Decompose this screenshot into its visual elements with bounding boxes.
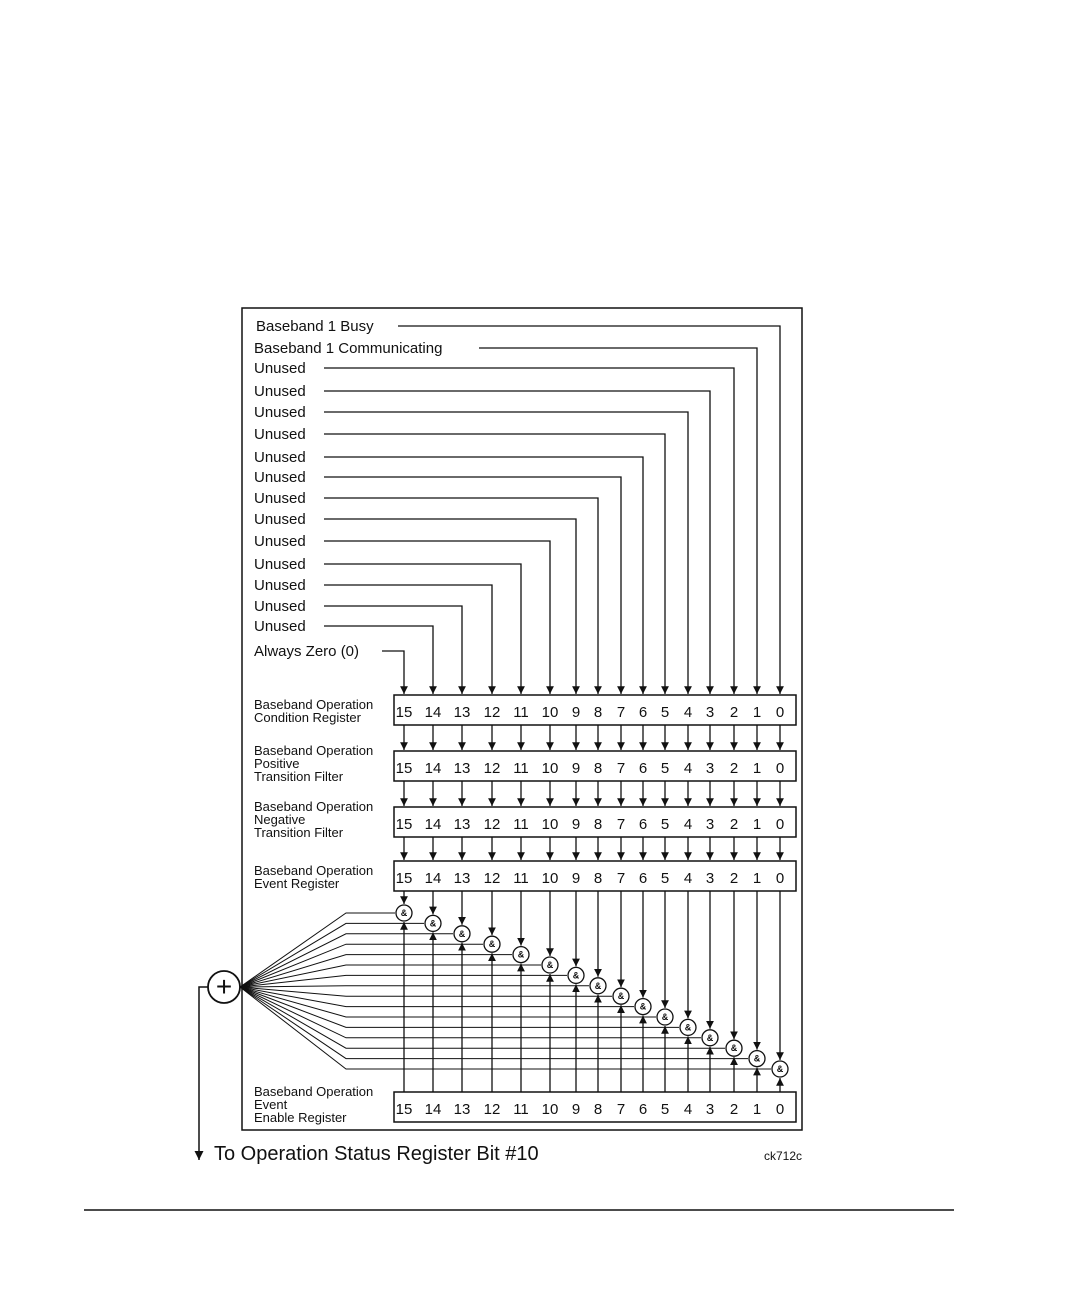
and-gates xyxy=(240,891,788,1092)
bit-label-2: Unused xyxy=(254,360,306,377)
register-0-bit-1: 1 xyxy=(752,704,762,721)
register-1-bit-11: 11 xyxy=(513,760,529,777)
register-1-bit-1: 1 xyxy=(752,760,762,777)
bit-line-14 xyxy=(324,626,433,694)
register-4-bit-5: 5 xyxy=(660,1101,670,1118)
register-4-bit-14: 14 xyxy=(424,1101,442,1118)
register-4-bit-12: 12 xyxy=(483,1101,501,1118)
register-4-bit-7: 7 xyxy=(616,1101,626,1118)
register-2-bit-2: 2 xyxy=(729,816,739,833)
bit-label-lines xyxy=(254,318,780,694)
register-label-0-0: Baseband Operation xyxy=(254,697,374,712)
register-4-bit-9: 9 xyxy=(571,1101,581,1118)
register-2-bit-4: 4 xyxy=(683,816,693,833)
register-label-1-2: Transition Filter xyxy=(254,769,344,784)
register-label-3-0: Baseband Operation xyxy=(254,863,374,878)
register-0-bit-4: 4 xyxy=(683,704,693,721)
and-gate-label-14: & xyxy=(429,918,437,929)
register-2-bit-6: 6 xyxy=(638,816,648,833)
bit-line-0 xyxy=(398,326,780,694)
bit-label-7: Unused xyxy=(254,469,306,486)
register-1-bit-15: 15 xyxy=(395,760,413,777)
register-3-bit-4: 4 xyxy=(683,870,693,887)
register-4-bit-3: 3 xyxy=(705,1101,715,1118)
register-2-bit-3: 3 xyxy=(705,816,715,833)
and-gate-label-3: & xyxy=(706,1032,714,1043)
bit-label-1: Baseband 1 Communicating xyxy=(254,340,443,357)
gate-to-or-3 xyxy=(240,987,701,1038)
bit-line-4 xyxy=(324,412,688,694)
register-3-bit-5: 5 xyxy=(660,870,670,887)
register-label-2-2: Transition Filter xyxy=(254,825,344,840)
register-1-bit-9: 9 xyxy=(571,760,581,777)
register-1-bit-2: 2 xyxy=(729,760,739,777)
bit-label-11: Unused xyxy=(254,556,306,573)
bit-label-14: Unused xyxy=(254,618,306,635)
gate-to-or-7 xyxy=(240,987,612,996)
register-0-bit-6: 6 xyxy=(638,704,648,721)
register-3-bit-12: 12 xyxy=(483,870,501,887)
register-4-bit-13: 13 xyxy=(453,1101,471,1118)
bit-label-3: Unused xyxy=(254,383,306,400)
register-2-bit-15: 15 xyxy=(395,816,413,833)
register-label-4-1: Event xyxy=(254,1097,288,1112)
register-1-bit-6: 6 xyxy=(638,760,648,777)
register-label-1-1: Positive xyxy=(254,756,300,771)
and-gate-label-9: & xyxy=(572,970,580,981)
bit-label-6: Unused xyxy=(254,449,306,466)
register-1-bit-14: 14 xyxy=(424,760,442,777)
register-label-2-1: Negative xyxy=(254,812,306,827)
bit-label-9: Unused xyxy=(254,511,306,528)
and-gate-label-2: & xyxy=(730,1043,738,1054)
register-4-bit-4: 4 xyxy=(683,1101,693,1118)
register-3-bit-1: 1 xyxy=(752,870,762,887)
bit-line-8 xyxy=(324,498,598,694)
register-0-bit-12: 12 xyxy=(483,704,501,721)
register-2-bit-12: 12 xyxy=(483,816,501,833)
register-0-bit-2: 2 xyxy=(729,704,739,721)
and-gate-label-11: & xyxy=(517,949,525,960)
bit-line-12 xyxy=(324,585,492,694)
register-3-bit-10: 10 xyxy=(541,870,559,887)
and-gate-label-8: & xyxy=(594,980,602,991)
and-gate-label-12: & xyxy=(488,939,496,950)
register-1-bit-4: 4 xyxy=(683,760,693,777)
bit-label-10: Unused xyxy=(254,533,306,550)
register-2-bit-0: 0 xyxy=(775,816,785,833)
register-3-bit-8: 8 xyxy=(593,870,603,887)
gate-to-or-13 xyxy=(240,934,453,987)
register-1-bit-7: 7 xyxy=(616,760,626,777)
and-gate-label-10: & xyxy=(546,960,554,970)
and-gate-label-7: & xyxy=(617,991,625,1002)
register-0-bit-9: 9 xyxy=(571,704,581,721)
register-3-bit-13: 13 xyxy=(453,870,471,887)
register-2-bit-10: 10 xyxy=(541,816,559,833)
bit-line-6 xyxy=(324,457,643,694)
register-4-bit-15: 15 xyxy=(395,1101,413,1118)
register-3-bit-3: 3 xyxy=(705,870,715,887)
footer-text: To Operation Status Register Bit #10 xyxy=(214,1143,539,1165)
and-gate-label-0: & xyxy=(776,1064,784,1074)
register-label-0-1: Condition Register xyxy=(254,710,361,725)
figure-code: ck712c xyxy=(764,1149,803,1163)
register-label-2-0: Baseband Operation xyxy=(254,799,374,814)
register-2-bit-14: 14 xyxy=(424,816,442,833)
register-4-bit-8: 8 xyxy=(593,1101,603,1118)
and-gate-label-1: & xyxy=(753,1053,761,1064)
register-0-bit-7: 7 xyxy=(616,704,626,721)
register-0-bit-15: 15 xyxy=(395,704,413,721)
register-0-bit-10: 10 xyxy=(541,704,559,721)
bit-label-0: Baseband 1 Busy xyxy=(256,318,374,335)
register-label-3-1: Event Register xyxy=(254,876,340,891)
register-0-bit-8: 8 xyxy=(593,704,603,721)
bit-label-15: Always Zero (0) xyxy=(254,643,360,660)
register-4-bit-6: 6 xyxy=(638,1101,648,1118)
register-2-bit-1: 1 xyxy=(752,816,762,833)
register-2-bit-7: 7 xyxy=(616,816,626,833)
register-3-bit-2: 2 xyxy=(729,870,739,887)
register-2-bit-9: 9 xyxy=(571,816,581,833)
register-label-1-0: Baseband Operation xyxy=(254,743,374,758)
and-gate-label-13: & xyxy=(458,928,466,939)
register-4-bit-2: 2 xyxy=(729,1101,739,1118)
bit-label-12: Unused xyxy=(254,577,306,594)
register-3-bit-7: 7 xyxy=(616,870,626,887)
register-2-bit-8: 8 xyxy=(593,816,603,833)
bit-line-3 xyxy=(324,391,710,694)
register-0-bit-0: 0 xyxy=(775,704,785,721)
register-4-bit-0: 0 xyxy=(775,1101,785,1118)
register-1-bit-8: 8 xyxy=(593,760,603,777)
register-3-bit-11: 11 xyxy=(513,870,529,887)
register-1-bit-3: 3 xyxy=(705,760,715,777)
output-line xyxy=(199,987,208,1160)
register-3-bit-0: 0 xyxy=(775,870,785,887)
register-3-bit-15: 15 xyxy=(395,870,413,887)
register-2-bit-5: 5 xyxy=(660,816,670,833)
register-1-bit-5: 5 xyxy=(660,760,670,777)
and-gate-label-5: & xyxy=(661,1012,669,1022)
register-0-bit-11: 11 xyxy=(513,704,529,721)
and-gate-label-4: & xyxy=(684,1022,692,1033)
register-0-bit-13: 13 xyxy=(453,704,471,721)
register-3-bit-14: 14 xyxy=(424,870,442,887)
register-2-bit-11: 11 xyxy=(513,816,529,833)
bit-line-2 xyxy=(324,368,734,694)
bit-label-5: Unused xyxy=(254,426,306,443)
bit-label-8: Unused xyxy=(254,490,306,507)
register-label-4-0: Baseband Operation xyxy=(254,1084,374,1099)
register-3-bit-9: 9 xyxy=(571,870,581,887)
register-1-bit-0: 0 xyxy=(775,760,785,777)
bit-line-15 xyxy=(382,651,404,694)
register-4-bit-1: 1 xyxy=(752,1101,762,1118)
gate-to-or-14 xyxy=(240,923,424,987)
gate-to-or-8 xyxy=(240,986,589,987)
register-3-bit-6: 6 xyxy=(638,870,648,887)
register-4-bit-10: 10 xyxy=(541,1101,559,1118)
register-2-bit-13: 13 xyxy=(453,816,471,833)
bit-label-13: Unused xyxy=(254,598,306,615)
or-gate-plus: + xyxy=(215,971,233,1002)
and-gate-label-15: & xyxy=(400,908,408,918)
register-1-bit-10: 10 xyxy=(541,760,559,777)
register-label-4-2: Enable Register xyxy=(254,1110,347,1125)
register-4-bit-11: 11 xyxy=(513,1101,529,1118)
and-gate-label-6: & xyxy=(639,1001,647,1012)
bit-label-4: Unused xyxy=(254,404,306,421)
register-0-bit-5: 5 xyxy=(660,704,670,721)
register-1-bit-13: 13 xyxy=(453,760,471,777)
register-0-bit-14: 14 xyxy=(424,704,442,721)
or-gate xyxy=(208,971,240,1003)
register-1-bit-12: 12 xyxy=(483,760,501,777)
register-0-bit-3: 3 xyxy=(705,704,715,721)
